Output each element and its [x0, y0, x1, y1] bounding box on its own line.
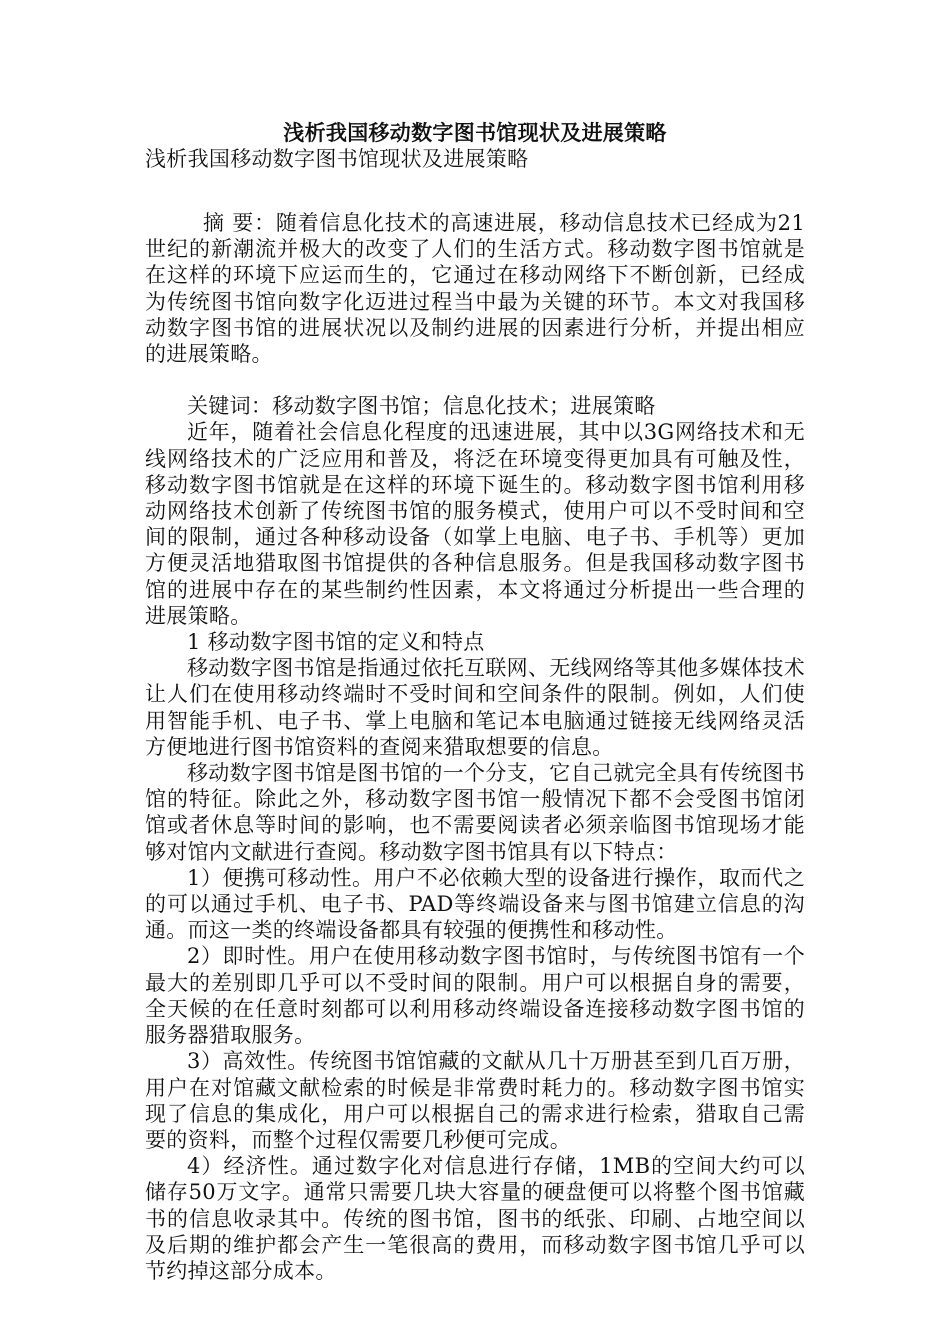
- feature-immediacy: 2）即时性。用户在使用移动数字图书馆时，与传统图书馆有一个最大的差别即几乎可以不受时间的限制。用户可以根据自身的需要，全天候的在任意时刻都可以利用移动终端设备连接移动数字图书馆的服务器猎取服务。: [145, 944, 805, 1048]
- section-heading: 1 移动数字图书馆的定义和特点: [187, 630, 485, 655]
- branch-paragraph: 移动数字图书馆是图书馆的一个分支，它自己就完全具有传统图书馆的特征。除此之外，移动数字图书馆一般情况下都不会受图书馆闭馆或者休息等时间的影响，也不需要阅读者必须亲临图书馆现场才能够对馆内文献进行查阅。移动数字图书馆具有以下特点：: [145, 761, 805, 864]
- abstract-paragraph: 摘 要：随着信息化技术的高速进展，移动信息技术已经成为21世纪的新潮流并极大的改变了人们的生活方式。移动数字图书馆就是在这样的环境下应运而生的，它通过在移动网络下不断创新，已经成为传统图书馆向数字化迈进过程当中最为关键的环节。本文对我国移动数字图书馆的进展状况以及制约进展的因素进行分析，并提出相应的进展策略。: [145, 211, 805, 367]
- document-title: 浅析我国移动数字图书馆现状及进展策略: [283, 120, 667, 145]
- definition-paragraph: 移动数字图书馆是指通过依托互联网、无线网络等其他多媒体技术让人们在使用移动终端时不受时间和空间条件的限制。例如，人们使用智能手机、电子书、掌上电脑和笔记本电脑通过链接无线网络灵活方便地进行图书馆资料的查阅来猎取想要的信息。: [145, 656, 805, 759]
- feature-efficiency: 3）高效性。传统图书馆馆藏的文献从几十万册甚至到几百万册，用户在对馆藏文献检索的时候是非常费时耗力的。移动数字图书馆实现了信息的集成化，用户可以根据自己的需求进行检索，猎取自己需要的资料，而整个过程仅需要几秒便可完成。: [145, 1049, 805, 1152]
- blank-line: [145, 172, 805, 198]
- keywords-line: 关键词：移动数字图书馆；信息化技术；进展策略: [187, 394, 656, 419]
- document-subtitle: 浅析我国移动数字图书馆现状及进展策略: [145, 147, 529, 171]
- feature-economy: 4）经济性。通过数字化对信息进行存储，1MB的空间大约可以储存50万文字。通常只需要几块大容量的硬盘便可以将整个图书馆藏书的信息收录其中。传统的图书馆，图书的纸张、印刷、占地空间以及后期的维护都会产生一笔很高的费用，而移动数字图书馆几乎可以节约掉这部分成本。: [145, 1154, 805, 1283]
- feature-portability: 1）便携可移动性。用户不必依赖大型的设备进行操作，取而代之的可以通过手机、电子书、PAD等终端设备来与图书馆建立信息的沟通。而这一类的终端设备都具有较强的便携性和移动性。: [145, 865, 805, 943]
- document-page: [145, 120, 805, 1284]
- intro-paragraph: 近年，随着社会信息化程度的迅速进展，其中以3G网络技术和无线网络技术的广泛应用和普及，将泛在环境变得更加具有可触及性，移动数字图书馆就是在这样的环境下诞生的。移动数字图书馆利用移动网络技术创新了传统图书馆的服务模式，使用户可以不受时间和空间的限制，通过各种移动设备（如掌上电脑、电子书、手机等）更加方便灵活地猎取图书馆提供的各种信息服务。但是我国移动数字图书馆的进展中存在的某些制约性因素，本文将通过分析提出一些合理的进展策略。: [145, 420, 805, 628]
